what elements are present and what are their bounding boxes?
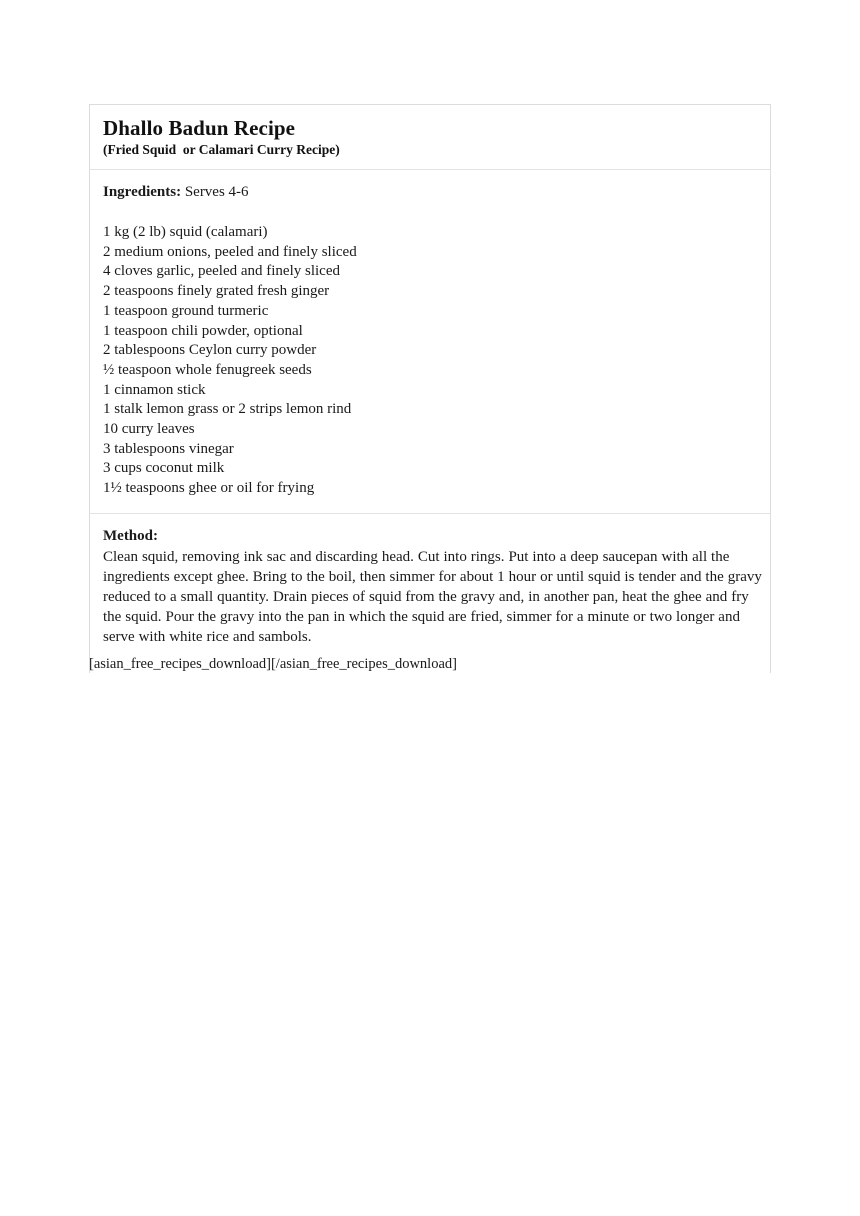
list-item: 3 tablespoons vinegar <box>103 440 234 457</box>
page-title: Dhallo Badun Recipe <box>103 116 296 140</box>
list-item: 4 cloves garlic, peeled and finely sliced <box>103 263 340 280</box>
list-item: 3 cups coconut milk <box>103 460 225 477</box>
list-item: 1 stalk lemon grass or 2 strips lemon rind <box>103 401 352 418</box>
serves-line <box>103 182 757 202</box>
serves-value: Serves 4-6 <box>181 184 249 200</box>
method-row <box>90 514 770 673</box>
list-item: 10 curry leaves <box>103 421 195 438</box>
method-text: Clean squid, removing ink sac and discarding head. Cut into rings. Put into a deep saucepan with all the ingredients except ghee. Bring to the boil, then simmer for about 1 hour or until squid is tender and the gravy reduced to a small quantity. Drain pieces of squid from the gravy and, in another pan, heat the ghee and fry the squid. Pour the gravy into the pan in which the squid are fried, simmer for a minute or two longer and serve with white rice and sambols. <box>103 548 762 645</box>
list-item: 1 cinnamon stick <box>103 381 206 398</box>
list-item: 2 teaspoons finely grated fresh ginger <box>103 283 330 300</box>
footer-shortcode: [asian_free_recipes_download][/asian_free_recipes_download] <box>89 656 457 672</box>
list-item: 1 teaspoon chili powder, optional <box>103 322 303 339</box>
ingredients-row <box>90 170 770 514</box>
list-item: 1 teaspoon ground turmeric <box>103 302 269 319</box>
list-item: 2 tablespoons Ceylon curry powder <box>103 342 317 359</box>
recipe-header-row <box>90 105 770 170</box>
ingredients-label: Ingredients: <box>103 184 182 200</box>
list-item: 2 medium onions, peeled and finely sliced <box>103 243 357 260</box>
recipe-card <box>89 104 771 673</box>
list-item: ½ teaspoon whole fenugreek seeds <box>103 361 312 378</box>
recipe-subtitle: (Fried Squid or Calamari Curry Recipe) <box>103 142 340 157</box>
ingredient-list <box>103 223 757 499</box>
method-label: Method: <box>103 527 158 544</box>
list-item: 1 kg (2 lb) squid (calamari) <box>103 224 268 240</box>
list-item: 1½ teaspoons ghee or oil for frying <box>103 480 315 497</box>
